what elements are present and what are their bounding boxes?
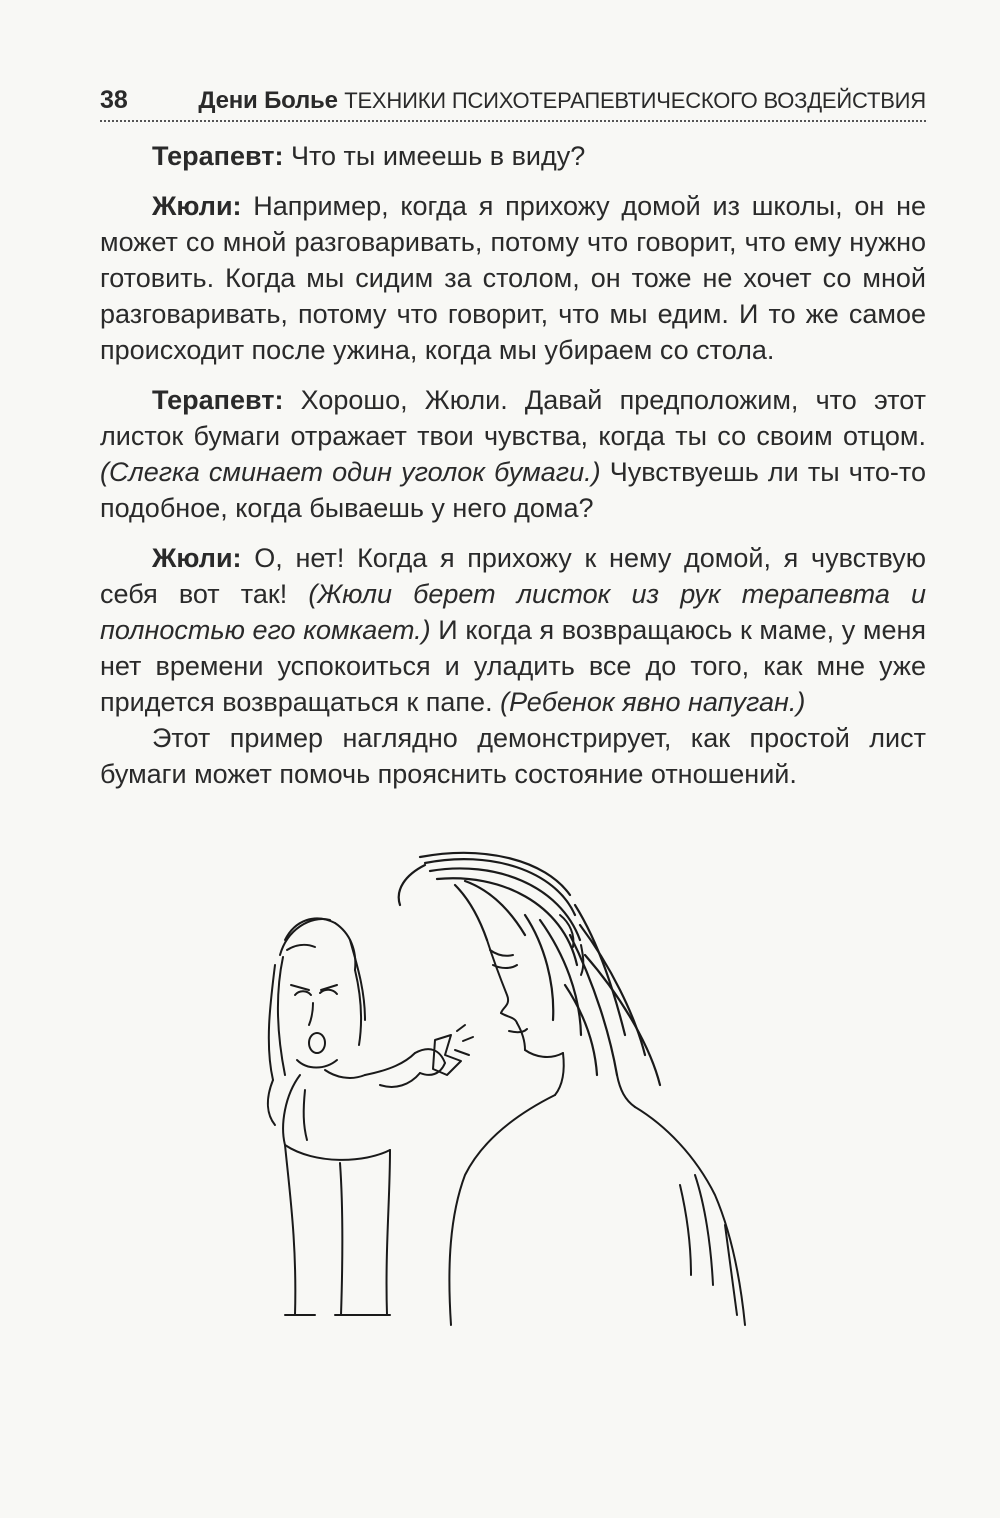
paragraph-text: Например, когда я прихожу домой из школы, он не может со мной разговаривать, потому что говорит, что ему нужно готовить. Когда мы сидим за столом, он тоже не хочет со мной разговаривать, потому что говорит, что мы едим. И то же самое происходит после ужина, когда мы убираем со стола.: [100, 191, 926, 365]
woman-hair: [399, 853, 660, 1085]
author-name: Дени Болье: [198, 87, 338, 114]
paragraph-text: Этот пример наглядно демонстрирует, как простой лист бумаги может помочь прояснить состояние отношений.: [100, 723, 926, 789]
paragraph-text: О, нет! Когда я прихожу к нему домой, я чувствую себя вот так!: [100, 543, 926, 609]
girl-hair: [268, 918, 365, 1125]
paragraph-therapist-2: [100, 382, 926, 526]
body-text: [100, 138, 926, 806]
page-number: 38: [100, 86, 128, 114]
stage-direction: (Жюли берет листок из рук терапевта и полностью его комкает.): [100, 579, 926, 645]
girl-face: [291, 985, 337, 1068]
paragraph-therapist-1: [100, 138, 926, 174]
paragraph-text: Чувствуешь ли ты что-то подобное, когда бываешь у него дома?: [100, 457, 926, 523]
speaker-label: Жюли:: [152, 191, 242, 221]
girl-crumpling-paper-and-woman-illustration: [225, 845, 785, 1345]
girl-body: [283, 1025, 473, 1315]
paragraph-text: И когда я возвращаюсь к маме, у меня нет времени успокоиться и уладить все до того, как мне уже придется возвращаться к папе.: [100, 615, 926, 717]
paragraph-julie-1: [100, 188, 926, 368]
header-divider: [100, 120, 926, 122]
running-header: [100, 86, 926, 115]
book-title: ТЕХНИКИ ПСИХОТЕРАПЕВТИЧЕСКОГО ВОЗДЕЙСТВИЯ: [344, 88, 926, 113]
woman-face: [487, 915, 583, 1057]
speaker-label: Терапевт:: [152, 141, 284, 171]
paragraph-narration: [100, 720, 926, 792]
paragraph-julie-2: [100, 540, 926, 720]
paragraph-text: Что ты имеешь в виду?: [283, 141, 586, 171]
speaker-label: Терапевт:: [152, 385, 284, 415]
running-head: [198, 87, 926, 115]
stage-direction: (Слегка сминает один уголок бумаги.): [100, 457, 601, 487]
paragraph-text: Хорошо, Жюли. Давай предположим, что этот листок бумаги отражает твои чувства, когда ты со своим отцом.: [100, 385, 926, 451]
speaker-label: Жюли:: [152, 543, 242, 573]
stage-direction: (Ребенок явно напуган.): [500, 687, 806, 717]
woman-body: [449, 1053, 745, 1325]
